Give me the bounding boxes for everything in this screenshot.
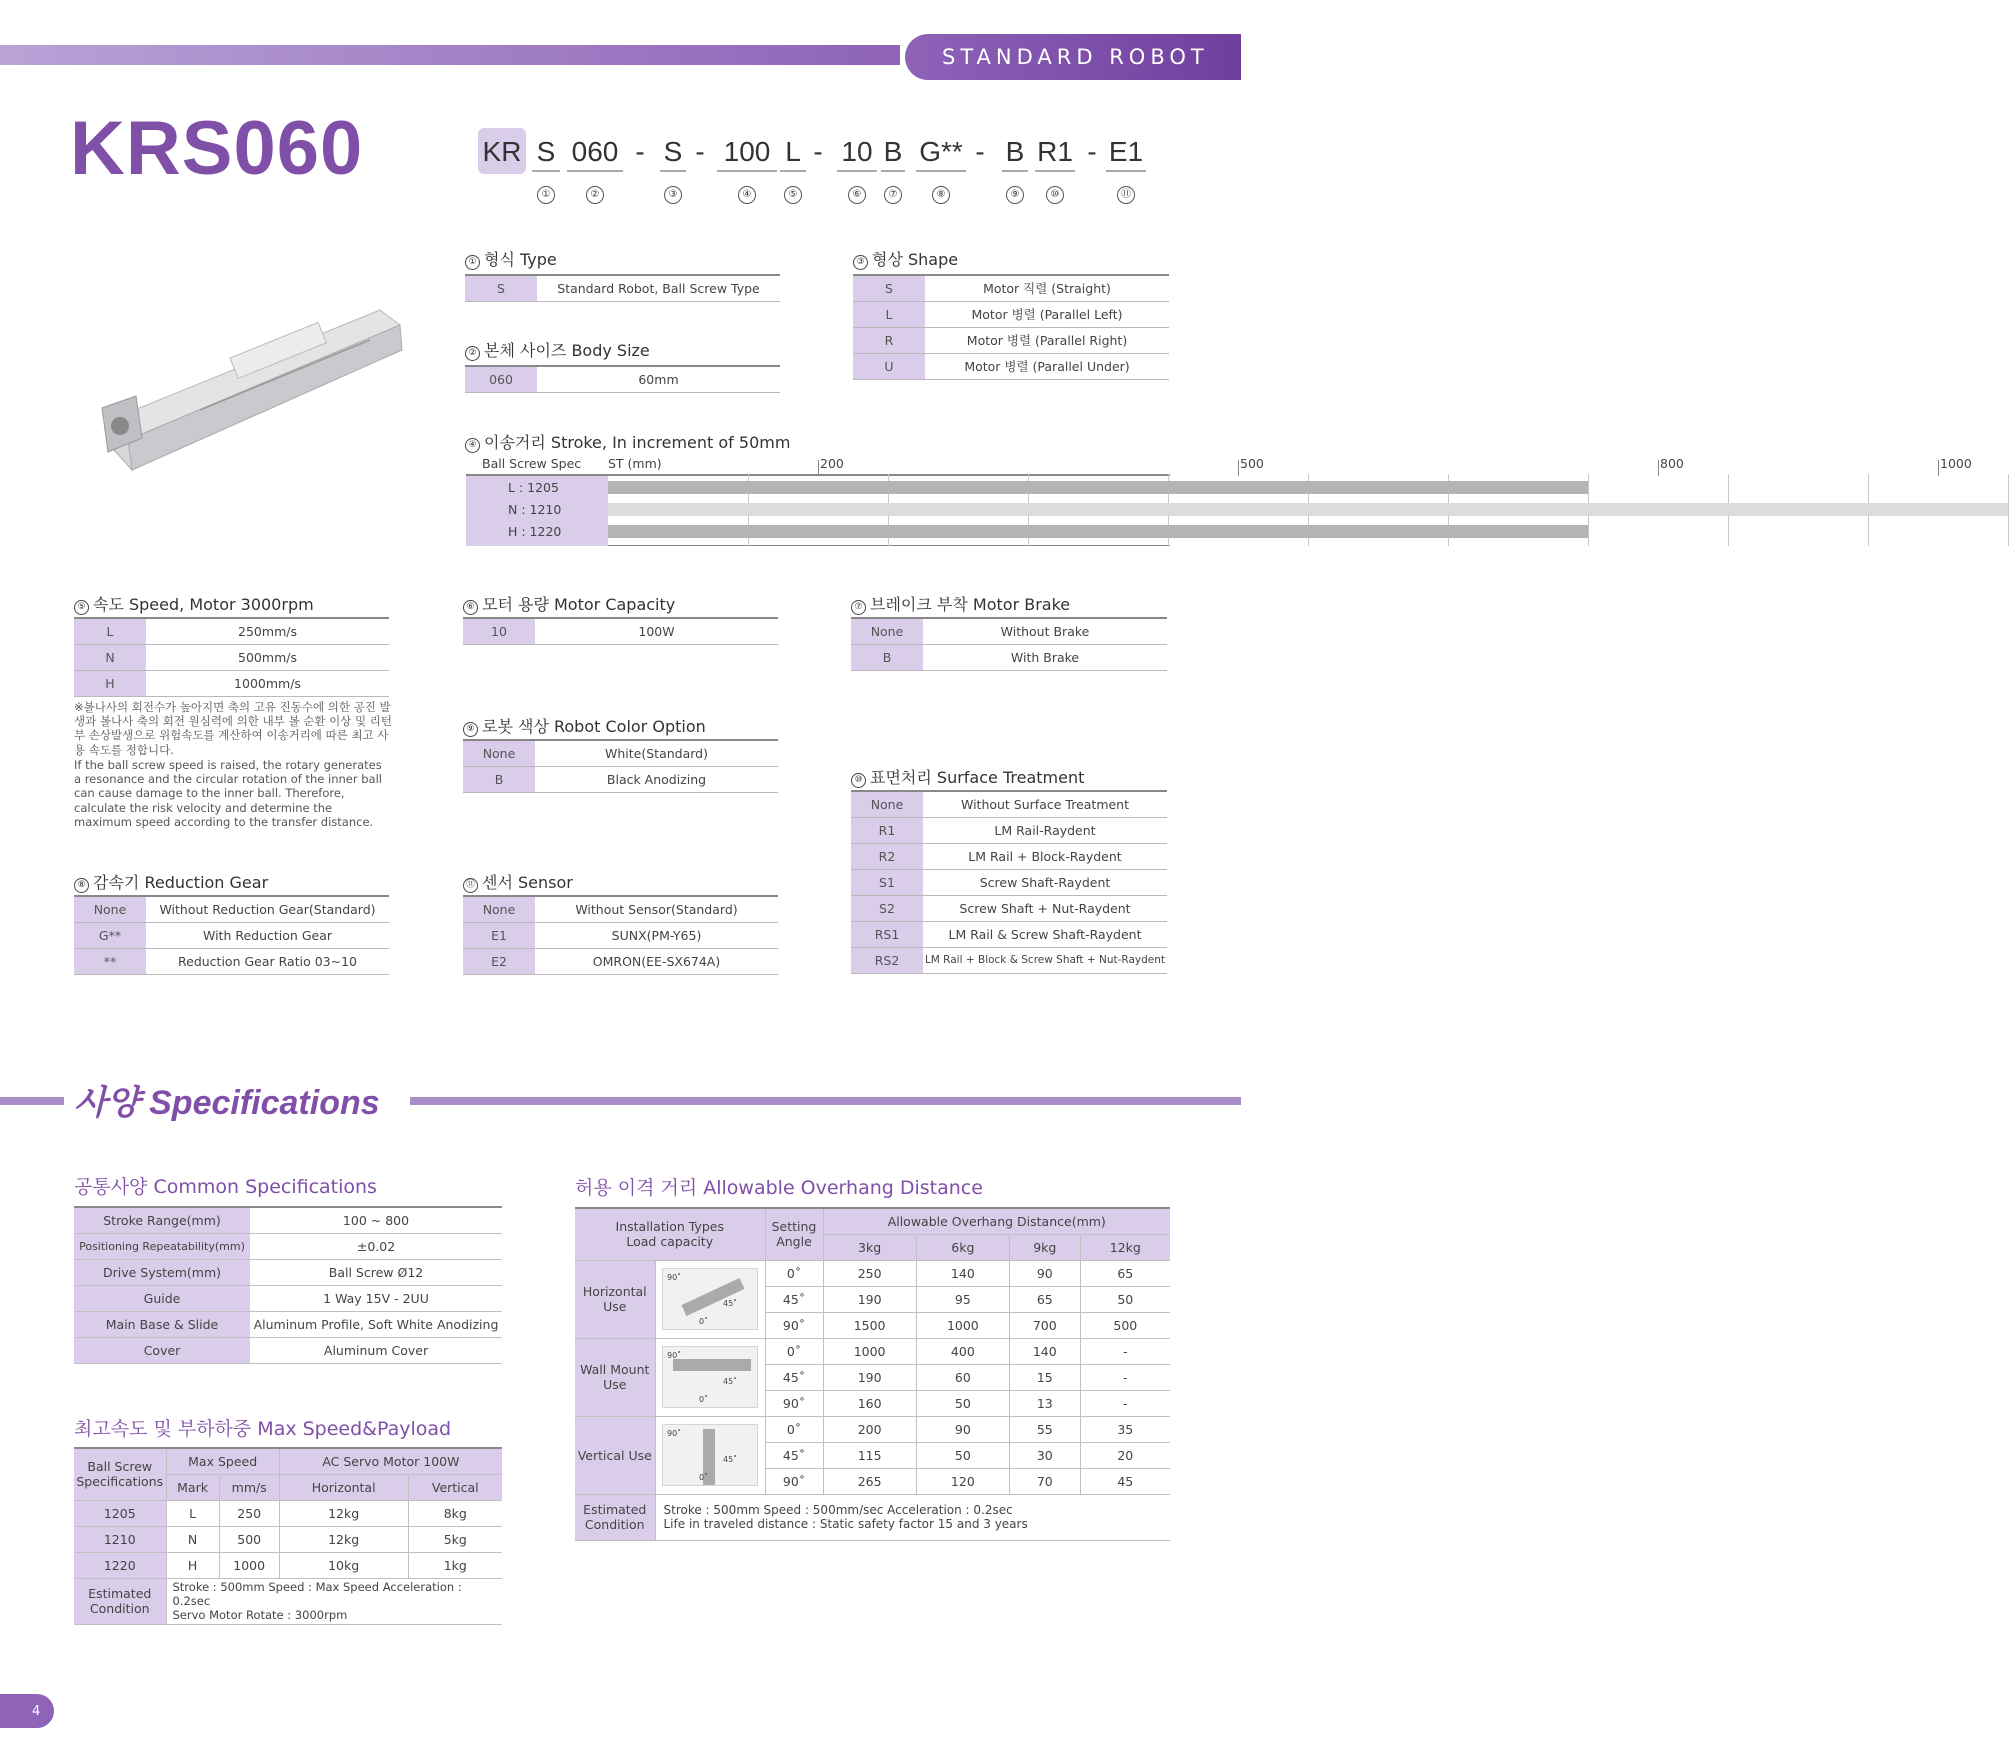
overhang-cell: 190 [823,1364,916,1390]
maxspeed-cell: 1220 [74,1552,166,1578]
overhang-weight-header: 12kg [1080,1234,1170,1260]
overhang-cell: 65 [1080,1260,1170,1286]
spec-row [74,1233,502,1259]
stroke-bar [608,503,2008,516]
option-code: R2 [851,843,923,869]
option-row [851,843,1167,869]
mounting-diagram-icon [662,1346,758,1408]
maxspeed-cell: 500 [219,1526,279,1552]
overhang-cell: 50 [916,1442,1009,1468]
maxspeed-row [74,1500,502,1526]
stroke-tick-line [1658,460,1659,476]
stroke-tick-line [1938,460,1939,476]
overhang-cell: 50 [916,1390,1009,1416]
spec-value: Aluminum Profile, Soft White Anodizing [250,1311,502,1337]
option-code: N [74,644,146,670]
type-table [465,274,780,302]
spec-value: 100 ~ 800 [250,1207,502,1233]
option-code: None [851,618,923,644]
overhang-cell: 0˚ [765,1416,823,1442]
option-row [74,896,389,922]
overhang-cell: 55 [1009,1416,1080,1442]
option-desc: Without Brake [923,618,1167,644]
option-row [853,353,1169,379]
code-segment: 060 [567,136,623,172]
overhang-cell: 120 [916,1468,1009,1494]
option-desc: Standard Robot, Ball Screw Type [537,275,780,301]
overhang-cell: 30 [1009,1442,1080,1468]
maxspeed-sub-header: Mark [166,1474,219,1500]
body-size-heading: ② 본체 사이즈 Body Size [465,338,650,361]
shape-heading: ③ 형상 Shape [853,247,958,270]
spec-row [74,1337,502,1363]
option-code: B [851,644,923,670]
overhang-cell: 700 [1009,1312,1080,1338]
overhang-cell: 50 [1080,1286,1170,1312]
code-segment: - [635,136,645,167]
option-desc: 500mm/s [146,644,389,670]
body-size-table [465,365,780,393]
maxspeed-est-line: Stroke : 500mm Speed : Max Speed Acceleration : 0.2sec [172,1580,462,1608]
overhang-cell: 1000 [916,1312,1009,1338]
speed-heading: ⑤ 속도 Speed, Motor 3000rpm [74,592,314,615]
option-code: RS2 [851,947,923,973]
maxspeed-cell: 1000 [219,1552,279,1578]
maxspeed-cell: 1kg [408,1552,502,1578]
overhang-cell: 95 [916,1286,1009,1312]
option-row [851,791,1167,817]
code-number: ③ [664,186,682,204]
overhang-table [575,1207,1170,1541]
surface-heading: ⑩ 표면처리 Surface Treatment [851,765,1084,788]
option-row [853,275,1169,301]
option-row [74,948,389,974]
overhang-load-label: Load capacity [626,1234,714,1250]
option-code: 060 [465,366,537,392]
option-row [74,670,389,696]
maxspeed-ball-header: Ball Screw Specifications [74,1448,166,1500]
color-heading: ⑨ 로봇 색상 Robot Color Option [463,714,706,737]
overhang-cell: 65 [1009,1286,1080,1312]
maxspeed-cell: 1205 [74,1500,166,1526]
color-table [463,739,778,793]
overhang-cell: 200 [823,1416,916,1442]
code-segment: KR [482,136,522,167]
option-desc: 250mm/s [146,618,389,644]
option-code: G** [74,922,146,948]
code-segment: - [813,136,823,167]
gear-table [74,895,389,975]
option-desc: Without Sensor(Standard) [535,896,778,922]
option-code: None [463,740,535,766]
stroke-tick-line [818,460,819,476]
common-spec-table [74,1206,502,1364]
code-number: ⑧ [932,186,950,204]
common-spec-title: 공통사양 Common Specifications [74,1176,377,1198]
stroke-bar [608,525,1588,538]
option-code: L [74,618,146,644]
overhang-cell: 60 [916,1364,1009,1390]
motor-cap-heading: ⑥ 모터 용량 Motor Capacity [463,592,675,615]
option-row [463,896,778,922]
page-title: KRS060 [70,106,364,191]
gear-heading: ⑧ 감속기 Reduction Gear [74,870,268,893]
overhang-cell: 250 [823,1260,916,1286]
maxspeed-est-label: Estimated Condition [74,1578,166,1624]
overhang-cell: 13 [1009,1390,1080,1416]
mounting-rail-icon [681,1278,744,1316]
stroke-tick: 1000 [1940,456,1972,471]
maxspeed-max-header: Max Speed [166,1448,279,1474]
option-desc: SUNX(PM-Y65) [535,922,778,948]
code-segment: R1 [1035,136,1075,172]
spec-title: 사양 Specifications [74,1084,380,1122]
maxspeed-cell: 10kg [279,1552,408,1578]
stroke-tick: 800 [1660,456,1684,471]
code-segment: 100 [717,136,777,172]
page-number: 4 [0,1694,54,1728]
option-desc: OMRON(EE-SX674A) [535,948,778,974]
overhang-cell: 0˚ [765,1260,823,1286]
overhang-cell: 45˚ [765,1364,823,1390]
option-code: E2 [463,948,535,974]
option-code: U [853,353,925,379]
overhang-cell: 90˚ [765,1312,823,1338]
maxspeed-sub-header: Vertical [408,1474,502,1500]
diagram-angle-label: 45˚ [723,1299,738,1308]
speed-note-ko: ※볼나사의 회전수가 높아지면 축의 고유 진동수에 의한 공진 발생과 볼나사 축의 회전 원심력에 의한 내부 볼 순환 이상 및 리턴부 손상발생으로 위험속도를 계산하여 이송거리에 따른 최고 사용 속도를 정합니다. [74,700,392,757]
maxspeed-est-line: Servo Motor Rotate : 3000rpm [172,1608,348,1622]
option-desc: Black Anodizing [535,766,778,792]
header-label: STANDARD ROBOT [942,45,1209,69]
diagram-angle-label: 0˚ [699,1473,709,1482]
overhang-est-label: Estimated Condition [575,1494,655,1540]
overhang-diagram [655,1338,765,1416]
maxspeed-cell: H [166,1552,219,1578]
overhang-cell: 20 [1080,1442,1170,1468]
maxspeed-head-row [74,1448,502,1474]
overhang-cell: 45 [1080,1468,1170,1494]
overhang-cell: 0˚ [765,1338,823,1364]
maxspeed-table [74,1447,502,1625]
overhang-diagram [655,1260,765,1338]
overhang-cell: 160 [823,1390,916,1416]
option-row [853,301,1169,327]
diagram-angle-label: 90˚ [667,1351,682,1360]
overhang-cell: 400 [916,1338,1009,1364]
stroke-row-label: L : 1205 [508,480,559,495]
spec-value: Aluminum Cover [250,1337,502,1363]
option-code: R [853,327,925,353]
option-row [851,817,1167,843]
option-row [463,766,778,792]
overhang-angle-header: Setting Angle [765,1208,823,1260]
code-number: ⑤ [784,186,802,204]
option-row [74,922,389,948]
overhang-group-label: Wall Mount Use [575,1338,655,1416]
code-segment: G** [916,136,966,172]
option-desc: 60mm [537,366,780,392]
stroke-row-label: H : 1220 [508,524,562,539]
diagram-angle-label: 90˚ [667,1273,682,1282]
code-number: ① [537,186,555,204]
option-desc: LM Rail + Block & Screw Shaft + Nut-Raydent [923,947,1167,973]
overhang-cell: 70 [1009,1468,1080,1494]
option-row [851,921,1167,947]
mounting-diagram-icon [662,1268,758,1330]
option-code: 10 [463,618,535,644]
stroke-tick: 200 [820,456,844,471]
option-code: S [465,275,537,301]
option-row [853,327,1169,353]
stroke-bar [608,481,1588,494]
option-desc: LM Rail-Raydent [923,817,1167,843]
option-desc: 100W [535,618,778,644]
code-number: ⑨ [1006,186,1024,204]
maxspeed-est-row [74,1578,502,1624]
mounting-diagram-icon [662,1424,758,1486]
overhang-cell: - [1080,1338,1170,1364]
spec-key: Guide [74,1285,250,1311]
motor-cap-table [463,617,778,645]
option-code: S1 [851,869,923,895]
surface-table [851,790,1167,974]
maxspeed-row [74,1552,502,1578]
option-desc: LM Rail & Screw Shaft-Raydent [923,921,1167,947]
diagram-angle-label: 90˚ [667,1429,682,1438]
overhang-diagram [655,1416,765,1494]
overhang-est-line: Stroke : 500mm Speed : 500mm/sec Acceleration : 0.2sec [663,1503,1013,1517]
option-desc: Motor 직렬 (Straight) [925,275,1169,301]
code-segment: E1 [1106,136,1146,172]
option-code: None [851,791,923,817]
option-desc: Motor 병렬 (Parallel Under) [925,353,1169,379]
option-code: S2 [851,895,923,921]
option-code: RS1 [851,921,923,947]
speed-note-en: If the ball screw speed is raised, the rotary generates a resonance and the circular rotation of the inner ball can cause damage to the inner ball. Therefore, calculate the risk velocity and determine the maximum speed according to the transfer distance. [74,758,382,829]
overhang-weight-header: 3kg [823,1234,916,1260]
overhang-cell: 1000 [823,1338,916,1364]
option-desc: Motor 병렬 (Parallel Right) [925,327,1169,353]
option-row [851,895,1167,921]
stroke-row-label: N : 1210 [508,502,562,517]
stroke-col-spec: Ball Screw Spec [482,456,582,471]
spec-value: Ball Screw Ø12 [250,1259,502,1285]
overhang-group-label: Horizontal Use [575,1260,655,1338]
overhang-cell: 90˚ [765,1468,823,1494]
maxspeed-est-text [166,1578,502,1624]
code-segment: B [1002,136,1028,172]
option-code: None [74,896,146,922]
maxspeed-cell: 1210 [74,1526,166,1552]
spec-rule-right [410,1097,1241,1105]
option-code: ** [74,948,146,974]
option-desc: LM Rail + Block-Raydent [923,843,1167,869]
option-desc: Reduction Gear Ratio 03~10 [146,948,389,974]
option-row [463,740,778,766]
option-row [465,366,780,392]
option-row [74,618,389,644]
spec-key: Positioning Repeatability(mm) [74,1233,250,1259]
option-desc: Motor 병렬 (Parallel Left) [925,301,1169,327]
code-number: ⑥ [848,186,866,204]
code-number: ② [586,186,604,204]
option-row [465,275,780,301]
product-image [80,290,410,510]
speed-table [74,617,389,697]
option-code: E1 [463,922,535,948]
option-row [463,948,778,974]
diagram-angle-label: 45˚ [723,1455,738,1464]
spec-key: Main Base & Slide [74,1311,250,1337]
maxspeed-cell: L [166,1500,219,1526]
shape-table [853,274,1169,380]
spec-value: 1 Way 15V - 2UU [250,1285,502,1311]
overhang-row [575,1338,1170,1364]
brake-table [851,617,1167,671]
diagram-angle-label: 0˚ [699,1317,709,1326]
overhang-install-header [575,1208,765,1260]
overhang-cell: 45˚ [765,1442,823,1468]
code-segment: S [660,136,686,172]
option-row [74,644,389,670]
spec-row [74,1285,502,1311]
option-row [463,618,778,644]
option-row [851,869,1167,895]
stroke-tick-line [1238,460,1239,476]
overhang-head-row [575,1208,1170,1234]
code-segment: - [695,136,705,167]
code-segment: - [975,136,985,167]
overhang-cell: 190 [823,1286,916,1312]
sensor-table [463,895,778,975]
option-desc: White(Standard) [535,740,778,766]
maxspeed-sub-header: Horizontal [279,1474,408,1500]
option-desc: Screw Shaft-Raydent [923,869,1167,895]
maxspeed-title: 최고속도 및 부하하중 Max Speed&Payload [74,1418,452,1440]
overhang-cell: 265 [823,1468,916,1494]
overhang-cell: 90 [1009,1260,1080,1286]
code-number: ④ [738,186,756,204]
option-code: S [853,275,925,301]
type-heading: ① 형식 Type [465,247,557,270]
option-code: L [853,301,925,327]
option-desc: Screw Shaft + Nut-Raydent [923,895,1167,921]
option-code: None [463,896,535,922]
code-segment: 10 [837,136,877,172]
maxspeed-cell: 5kg [408,1526,502,1552]
spec-rule-left [0,1097,64,1105]
stroke-col-st: ST (mm) [608,456,662,471]
overhang-cell: 15 [1009,1364,1080,1390]
spec-key: Cover [74,1337,250,1363]
code-segment: S [532,136,560,172]
maxspeed-cell: 8kg [408,1500,502,1526]
option-row [463,922,778,948]
overhang-cell: 90 [916,1416,1009,1442]
mounting-rail-icon [673,1359,751,1371]
code-segment: B [881,136,905,172]
overhang-cell: 140 [1009,1338,1080,1364]
code-segment: L [780,136,806,172]
maxspeed-row [74,1526,502,1552]
maxspeed-cell: N [166,1526,219,1552]
header-bar [0,45,900,65]
maxspeed-cell: 12kg [279,1500,408,1526]
overhang-weight-header: 6kg [916,1234,1009,1260]
diagram-angle-label: 45˚ [723,1377,738,1386]
overhang-row [575,1260,1170,1286]
stroke-tick: 500 [1240,456,1264,471]
code-segment: - [1087,136,1097,167]
overhang-cell: 500 [1080,1312,1170,1338]
overhang-install-label: Installation Types [615,1219,724,1235]
brake-heading: ⑦ 브레이크 부착 Motor Brake [851,592,1070,615]
maxspeed-sub-header: mm/s [219,1474,279,1500]
option-code: H [74,670,146,696]
overhang-cell: 115 [823,1442,916,1468]
sensor-heading: ⑪ 센서 Sensor [463,870,573,893]
overhang-cell: - [1080,1364,1170,1390]
overhang-title: 허용 이격 거리 Allowable Overhang Distance [575,1177,983,1199]
overhang-row [575,1416,1170,1442]
spec-row [74,1311,502,1337]
spec-row [74,1259,502,1285]
option-desc: 1000mm/s [146,670,389,696]
overhang-cell: 90˚ [765,1390,823,1416]
overhang-cell: 140 [916,1260,1009,1286]
maxspeed-cell: 250 [219,1500,279,1526]
overhang-group-label: Vertical Use [575,1416,655,1494]
overhang-weight-header: 9kg [1009,1234,1080,1260]
option-code: R1 [851,817,923,843]
spec-row [74,1207,502,1233]
overhang-cell: 45˚ [765,1286,823,1312]
option-desc: With Reduction Gear [146,922,389,948]
header-tab [905,34,1241,80]
stroke-heading: ④ 이송거리 Stroke, In increment of 50mm [465,430,790,453]
overhang-est-row [575,1494,1170,1540]
option-row [851,644,1167,670]
code-number: ⑩ [1046,186,1064,204]
option-desc: Without Reduction Gear(Standard) [146,896,389,922]
maxspeed-cell: 12kg [279,1526,408,1552]
maxspeed-ac-header: AC Servo Motor 100W [279,1448,502,1474]
option-row [851,947,1167,973]
option-row [851,618,1167,644]
overhang-allow-header: Allowable Overhang Distance(mm) [823,1208,1170,1234]
overhang-cell: - [1080,1390,1170,1416]
overhang-cell: 35 [1080,1416,1170,1442]
spec-value: ±0.02 [250,1233,502,1259]
diagram-angle-label: 0˚ [699,1395,709,1404]
code-number: ⑦ [884,186,902,204]
overhang-cell: 1500 [823,1312,916,1338]
option-desc: With Brake [923,644,1167,670]
spec-key: Drive System(mm) [74,1259,250,1285]
option-desc: Without Surface Treatment [923,791,1167,817]
option-code: B [463,766,535,792]
overhang-est-line: Life in traveled distance : Static safety factor 15 and 3 years [663,1517,1028,1531]
code-number: ⑪ [1117,186,1135,204]
spec-key: Stroke Range(mm) [74,1207,250,1233]
overhang-est-text [655,1494,1170,1540]
